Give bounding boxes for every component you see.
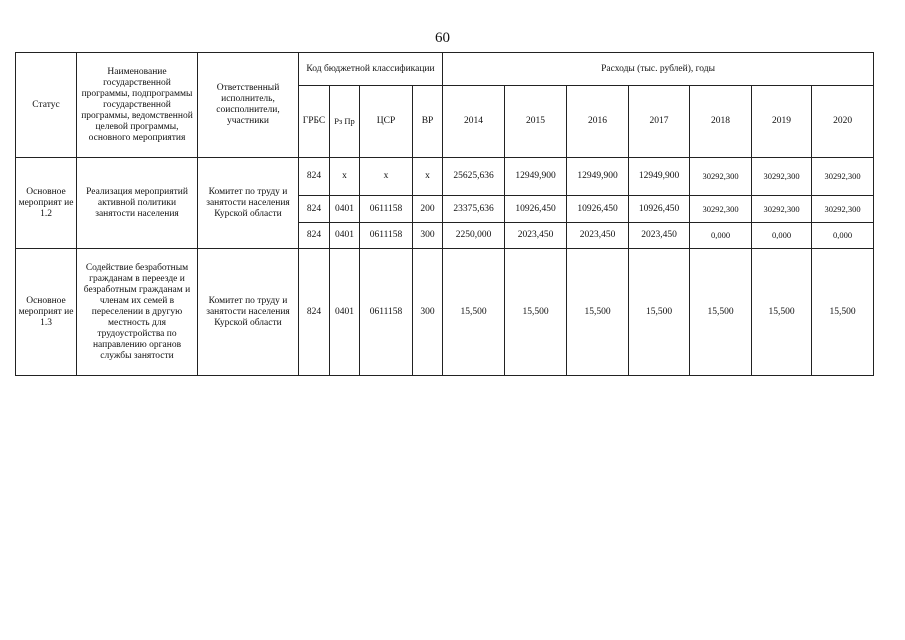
cell-value: 2023,450 [505,223,567,249]
row-status: Основное мероприят ие 1.2 [16,158,77,249]
header-vr: ВР [413,86,443,158]
cell-rzpr: 0401 [330,223,360,249]
header-year: 2020 [812,86,874,158]
header-budget-code: Код бюджетной классификации [299,53,443,86]
cell-value: 30292,300 [690,196,752,223]
header-grbs: ГРБС [299,86,330,158]
cell-value: 30292,300 [812,158,874,196]
cell-csr: х [360,158,413,196]
cell-vr: 300 [413,223,443,249]
cell-grbs: 824 [299,249,330,376]
cell-value: 10926,450 [505,196,567,223]
cell-vr: 200 [413,196,443,223]
cell-csr: 0611158 [360,249,413,376]
header-year: 2017 [629,86,690,158]
cell-rzpr: 0401 [330,249,360,376]
row-name: Содействие безработным гражданам в переезде и безработным гражданам и членам их семей в переселении в другую местность для трудоустройства по направлению органов службы занятости [77,249,198,376]
header-executor: Ответственный исполнитель, соисполнители, участники [198,53,299,158]
row-status: Основное мероприят ие 1.3 [16,249,77,376]
header-year: 2018 [690,86,752,158]
cell-value: 30292,300 [752,158,812,196]
cell-grbs: 824 [299,158,330,196]
cell-value: 12949,900 [567,158,629,196]
cell-value: 12949,900 [629,158,690,196]
budget-table [15,52,874,376]
cell-grbs: 824 [299,196,330,223]
cell-value: 10926,450 [567,196,629,223]
header-name: Наименование государственной программы, подпрограммы государственной программы, ведомственной целевой программы, основного мероприятия [77,53,198,158]
cell-value: 30292,300 [690,158,752,196]
cell-value: 2250,000 [443,223,505,249]
header-year: 2019 [752,86,812,158]
header-year: 2014 [443,86,505,158]
header-csr: ЦСР [360,86,413,158]
cell-value: 15,500 [812,249,874,376]
cell-rzpr: 0401 [330,196,360,223]
cell-value: 23375,636 [443,196,505,223]
cell-value: 2023,450 [629,223,690,249]
row-executor: Комитет по труду и занятости населения Курской области [198,158,299,249]
header-rzpr: Рз Пр [330,86,360,158]
cell-value: 15,500 [690,249,752,376]
cell-value: 2023,450 [567,223,629,249]
cell-value: 30292,300 [752,196,812,223]
cell-value: 0,000 [752,223,812,249]
cell-value: 0,000 [690,223,752,249]
row-name: Реализация мероприятий активной политики занятости населения [77,158,198,249]
cell-value: 15,500 [505,249,567,376]
cell-csr: 0611158 [360,196,413,223]
cell-vr: 300 [413,249,443,376]
cell-value: 15,500 [443,249,505,376]
cell-csr: 0611158 [360,223,413,249]
cell-value: 25625,636 [443,158,505,196]
row-executor: Комитет по труду и занятости населения Курской области [198,249,299,376]
table-row [16,158,874,196]
cell-grbs: 824 [299,223,330,249]
cell-rzpr: х [330,158,360,196]
header-year: 2015 [505,86,567,158]
cell-value: 30292,300 [812,196,874,223]
header-status: Статус [16,53,77,158]
cell-value: 15,500 [752,249,812,376]
cell-value: 15,500 [567,249,629,376]
header-expenses: Расходы (тыс. рублей), годы [443,53,874,86]
cell-value: 12949,900 [505,158,567,196]
header-year: 2016 [567,86,629,158]
table-row [16,249,874,376]
cell-value: 15,500 [629,249,690,376]
cell-vr: х [413,158,443,196]
cell-value: 10926,450 [629,196,690,223]
page-number: 60 [435,30,450,46]
cell-value: 0,000 [812,223,874,249]
